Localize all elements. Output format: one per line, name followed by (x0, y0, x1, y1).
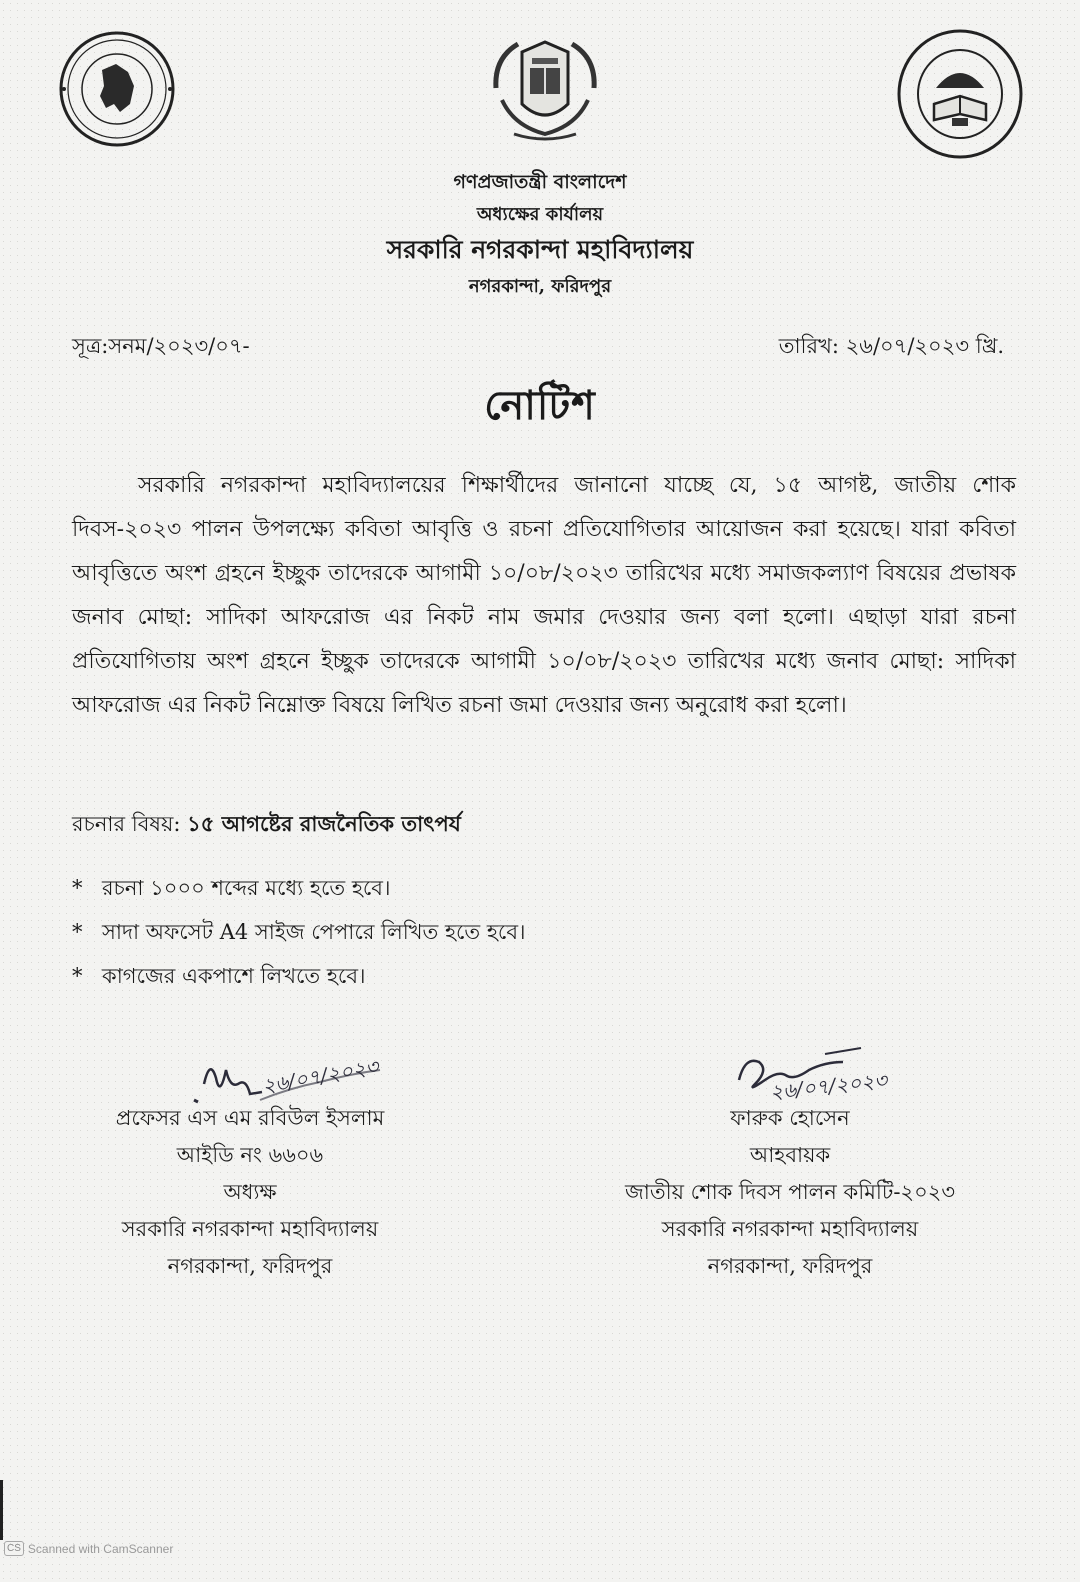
rule-text: রচনা ১০০০ শব্দের মধ্যে হতে হবে। (102, 876, 391, 900)
college-location: নগরকান্দা, ফরিদপুর (468, 276, 612, 297)
principal-id: আইডি নং ৬৬০৬ (176, 1143, 324, 1167)
principal-signature-date: ২৬/০৭/২০২৩ (260, 1054, 381, 1099)
rules-list (72, 866, 526, 998)
subject-value: ১৫ আগষ্টের রাজনৈতিক তাৎপর্য (187, 811, 461, 836)
convener-signature-date: ২৬/০৭/২০২৩ (768, 1067, 889, 1105)
list-item (72, 866, 526, 910)
committee-name: জাতীয় শোক দিবস পালন কমিটি-২০২৩ (624, 1180, 956, 1204)
government-seal-logo (58, 30, 176, 148)
notice-title: নোটিশ (484, 382, 596, 429)
bullet-star-icon: * (72, 876, 83, 900)
reference-number: সূত্র:সনম/২০২৩/০৭- (72, 334, 250, 358)
principal-name: প্রফেসর এস এম রবিউল ইসলাম (115, 1106, 385, 1130)
list-item (72, 910, 526, 954)
notice-body: সরকারি নগরকান্দা মহাবিদ্যালয়ের শিক্ষার্থীদের জানানো যাচ্ছে যে, ১৫ আগষ্ট, জাতীয় শোক দিবস-২০২৩ পালন উপলক্ষ্যে কবিতা আবৃত্তি ও রচনা প্রতিযোগিতার আয়োজন করা হয়েছে। যারা কবিতা আবৃত্তিতে অংশ গ্রহনে ইচ্ছুক তাদেরকে আগামী ১০/০৮/২০২৩ তারিখের মধ্যে সমাজকল্যাণ বিষয়ের প্রভাষক জনাব মোছা: সাদিকা আফরোজ এর নিকট নাম জমার দেওয়ার জন্য বলা হলো। এছাড়া যারা রচনা প্রতিযোগিতায় অংশ গ্রহনে ইচ্ছুক তাদেরকে আগামী ১০/০৮/২০২৩ তারিখের মধ্যে জনাব মোছা: সাদিকা আফরোজ এর নিকট নিম্নোক্ত বিষয়ে লিখিত রচনা জমা দেওয়ার জন্য অনুরোধ করা হলো। (72, 473, 1016, 718)
scan-edge-shadow (0, 1480, 3, 1540)
college-name: সরকারি নগরকান্দা মহাবিদ্যালয় (386, 235, 694, 264)
office-name: অধ্যক্ষের কার্যালয় (476, 204, 604, 225)
list-item (72, 954, 526, 998)
notice-date: তারিখ: ২৬/০৭/২০২৩ খ্রি. (778, 334, 1004, 358)
bullet-star-icon: * (72, 964, 83, 988)
convener-role: আহবায়ক (749, 1143, 831, 1167)
principal-location: নগরকান্দা, ফরিদপুর (167, 1254, 333, 1278)
convener-location: নগরকান্দা, ফরিদপুর (707, 1254, 873, 1278)
rule-text: কাগজের একপাশে লিখতে হবে। (102, 964, 366, 988)
convener-name: ফারুক হোসেন (730, 1106, 850, 1130)
convener-signature-block (580, 1100, 1000, 1285)
subject-label: রচনার বিষয়: (72, 812, 181, 836)
education-slogan-seal-logo (896, 28, 1024, 160)
principal-signature-block (60, 1100, 440, 1285)
scanner-watermark-text: Scanned with CamScanner (27, 1541, 174, 1556)
country-name: গণপ্রজাতন্ত্রী বাংলাদেশ (453, 171, 627, 193)
camscanner-icon: CS (4, 1541, 24, 1556)
essay-subject (72, 808, 461, 843)
college-emblem-logo (484, 30, 606, 148)
bullet-star-icon: * (72, 920, 83, 944)
convener-institution: সরকারি নগরকান্দা মহাবিদ্যালয় (661, 1217, 919, 1241)
principal-designation: অধ্যক্ষ (223, 1180, 277, 1204)
principal-institution: সরকারি নগরকান্দা মহাবিদ্যালয় (121, 1217, 379, 1241)
rule-text: সাদা অফসেট A4 সাইজ পেপারে লিখিত হতে হবে। (102, 920, 526, 944)
scanner-watermark (4, 1541, 173, 1556)
